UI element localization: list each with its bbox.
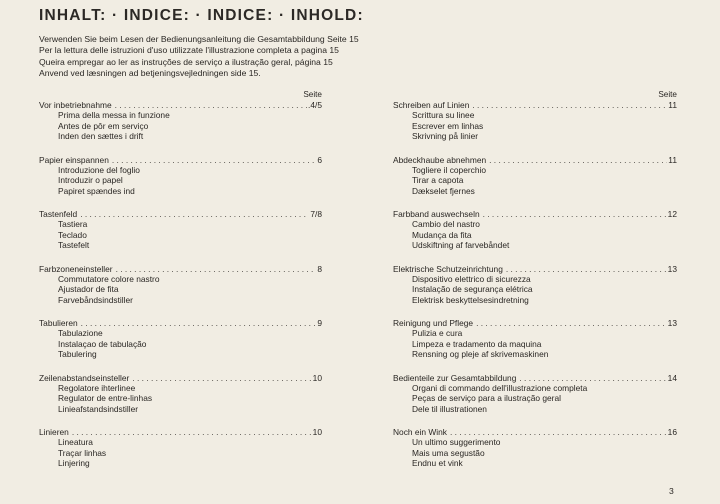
intro-paragraph xyxy=(39,34,359,80)
toc-entry xyxy=(393,318,677,360)
toc-entry xyxy=(393,373,677,415)
toc-heading-line xyxy=(39,427,322,437)
toc-subentry: Farvebåndsindstiller xyxy=(58,294,133,305)
toc-subentry: Tastefelt xyxy=(58,240,90,251)
toc-subentry: Linjering xyxy=(58,458,90,469)
seite-label-right: Seite xyxy=(658,90,677,99)
toc-heading-line xyxy=(39,100,322,110)
toc-subentry: Introduzione del foglio xyxy=(58,164,140,175)
toc-page-number: 10 xyxy=(312,427,322,437)
toc-subentry: Introduzir o papel xyxy=(58,175,123,186)
toc-right-column xyxy=(393,90,677,469)
toc-heading: Vor inbetriebnahme xyxy=(39,100,112,110)
toc-subentry: Papiret spændes ind xyxy=(58,185,135,196)
toc-subentry: Lineatura xyxy=(58,437,93,448)
toc-subentry: Endnu et vink xyxy=(412,458,463,469)
toc-heading-line xyxy=(39,373,322,383)
toc-heading-line xyxy=(393,209,677,219)
toc-subentry: Dækselet fjernes xyxy=(412,185,475,196)
page-number: 3 xyxy=(669,486,674,496)
toc-subentry: Cambio del nastro xyxy=(412,219,480,230)
intro-line-da: Anvend ved læsningen ad betjeningsvejledningen side 15. xyxy=(39,68,261,79)
toc-entry xyxy=(393,100,677,142)
toc-subentry: Mais uma segustão xyxy=(412,447,485,458)
toc-entry xyxy=(39,264,322,306)
dot-leader xyxy=(72,427,312,437)
toc-subentry: Peças de serviço para a ilustração geral xyxy=(412,393,561,404)
dot-leader xyxy=(450,427,667,437)
toc-heading-line xyxy=(39,318,322,328)
toc-entry xyxy=(39,373,322,415)
dot-leader xyxy=(80,209,309,219)
toc-subentry: Tastiera xyxy=(58,219,88,230)
toc-page-number: 13 xyxy=(667,318,677,328)
toc-entry xyxy=(39,155,322,197)
toc-heading: Tastenfeld xyxy=(39,209,78,219)
toc-page-number: .4/5 xyxy=(308,100,322,110)
dot-leader xyxy=(132,373,311,383)
toc-entry xyxy=(393,427,677,469)
toc-subentry: Instalaçao de tabulação xyxy=(58,338,147,349)
toc-heading: Tabulieren xyxy=(39,318,78,328)
toc-entry xyxy=(393,209,677,251)
toc-page-number: 11 xyxy=(668,154,677,165)
toc-subentry: Udskiftning af farvebåndet xyxy=(412,240,510,251)
toc-heading-line xyxy=(39,155,322,165)
toc-heading: Zeilenabstandseinsteller xyxy=(39,372,130,383)
toc-page-number: 10 xyxy=(312,372,322,383)
dot-leader xyxy=(519,373,666,383)
toc-subentry: Linieafstandsindstiller xyxy=(58,403,139,414)
dot-leader xyxy=(483,209,667,219)
dot-leader xyxy=(489,155,667,165)
intro-line-it: Per la lettura delle istruzioni d'uso utilizzate l'illustrazione completa a pagina 15 xyxy=(39,45,339,56)
toc-subentry: Escrever em linhas xyxy=(412,120,484,131)
toc-heading: Farbzoneneinsteller xyxy=(39,263,113,274)
toc-subentry: Ajustador de fita xyxy=(58,284,119,295)
toc-subentry: Tabulering xyxy=(58,349,97,360)
dot-leader xyxy=(116,264,317,274)
toc-entry xyxy=(39,100,322,142)
seite-label-left: Seite xyxy=(303,90,322,99)
toc-page-number: 14 xyxy=(667,372,677,383)
toc-heading-line xyxy=(393,318,677,328)
intro-line-pt: Queira empregar ao ler as instruções de serviço a ilustração geral, página 15 xyxy=(39,56,333,67)
toc-subentry: Limpeza e tradamento da maquina xyxy=(412,338,542,349)
toc-heading-line xyxy=(393,155,677,165)
toc-entry xyxy=(39,427,322,469)
toc-heading: Schreiben auf Linien xyxy=(393,100,470,110)
toc-heading: Elektrische Schutzeinrichtung xyxy=(393,263,503,274)
toc-heading-line xyxy=(39,209,322,219)
toc-subentry: Inden den sættes i drift xyxy=(58,131,144,142)
toc-subentry: Pulizia e cura xyxy=(412,328,463,339)
toc-subentry: Mudança da fita xyxy=(412,229,472,240)
toc-heading-line xyxy=(393,373,677,383)
toc-subentry: Teclado xyxy=(58,229,87,240)
toc-page-number: 8 xyxy=(317,263,322,274)
toc-subentry: Tabulazione xyxy=(58,328,103,339)
toc-heading: Noch ein Wink xyxy=(393,427,447,437)
toc-subentry: Dele til illustrationen xyxy=(412,403,487,414)
toc-left-column xyxy=(39,90,322,469)
toc-subentry: Un ultimo suggerimento xyxy=(412,437,501,448)
toc-page-number: 13 xyxy=(667,263,677,274)
toc-heading-line xyxy=(393,427,677,437)
toc-heading: Farbband auswechseln xyxy=(393,209,480,219)
dot-leader xyxy=(81,318,317,328)
toc-heading: Reinigung und Pflege xyxy=(393,318,474,328)
toc-subentry: Antes de pôr em serviço xyxy=(58,120,149,131)
toc-page-number: 16 xyxy=(667,427,677,437)
page-title: INHALT: · INDICE: · INDICE: · INHOLD: xyxy=(39,7,364,24)
toc-heading: Bedienteile zur Gesamtabbildung xyxy=(393,372,517,383)
toc-page-number: 9 xyxy=(317,318,322,328)
toc-subentry: Instalação de segurança elétrica xyxy=(412,284,533,295)
toc-page-number: 11 xyxy=(668,100,677,110)
toc-subentry: Skrivning på linier xyxy=(412,131,479,142)
toc-entry xyxy=(39,318,322,360)
toc-heading-line xyxy=(393,100,677,110)
toc-entry xyxy=(393,155,677,197)
toc-heading-line xyxy=(393,264,677,274)
toc-subentry: Scrittura su linee xyxy=(412,110,475,121)
toc-page-number: 7/8 xyxy=(310,209,322,219)
toc-subentry: Prima della messa in funzione xyxy=(58,110,170,121)
toc-page-number: 6 xyxy=(317,154,322,165)
toc-page-number: 12 xyxy=(667,209,677,219)
dot-leader xyxy=(506,264,667,274)
toc-subentry: Regolatore ihterlinee xyxy=(58,382,136,393)
toc-subentry: Tirar a capota xyxy=(412,175,464,186)
toc-heading: Linieren xyxy=(39,427,69,437)
dot-leader xyxy=(112,155,316,165)
toc-subentry: Rensning og pleje af skrivemaskinen xyxy=(412,349,549,360)
dot-leader xyxy=(115,100,307,110)
toc-subentry: Regulator de entre-linhas xyxy=(58,393,153,404)
toc-subentry: Togliere il coperchio xyxy=(412,164,487,175)
toc-heading: Papier einspannen xyxy=(39,154,109,165)
intro-line-de: Verwenden Sie beim Lesen der Bedienungsanleitung die Gesamtabbildung Seite 15 xyxy=(39,34,359,44)
toc-subentry: Elektrisk beskyttelsesindretning xyxy=(412,294,529,305)
dot-leader xyxy=(472,100,667,110)
toc-heading: Abdeckhaube abnehmen xyxy=(393,154,487,165)
toc-heading-line xyxy=(39,264,322,274)
toc-entry xyxy=(393,264,677,306)
dot-leader xyxy=(476,318,667,328)
toc-entry xyxy=(39,209,322,251)
toc-subentry: Commutatore colore nastro xyxy=(58,273,160,284)
toc-subentry: Traçar linhas xyxy=(58,447,107,458)
toc-subentry: Organi di commando dell'illustrazione completa xyxy=(412,382,588,393)
toc-subentry: Dispositivo elettrico di sicurezza xyxy=(412,273,531,284)
